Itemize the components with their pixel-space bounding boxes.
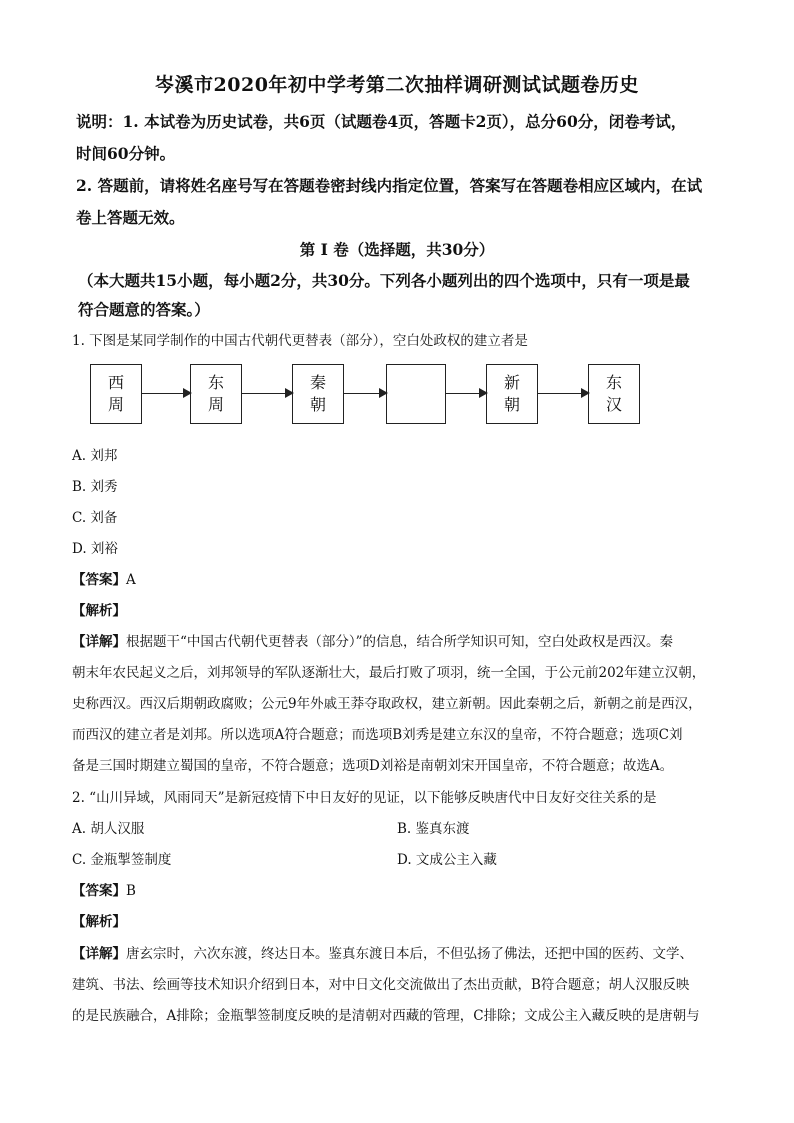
q2-detail-line-2: 建筑、书法、绘画等技术知识介绍到日本，对中日文化交流做出了杰出贡献，B符合题意；胡人汉服反映 <box>72 977 690 993</box>
q1-detail-line-4: 而西汉的建立者是刘邦。所以选项A符合题意；而选项B刘秀是建立东汉的皇帝，不符合题意；选项C刘 <box>72 727 683 743</box>
page-title: 岑溪市2020年初中学考第二次抽样调研测试试题卷历史 <box>155 74 639 96</box>
dynasty-box-xin: 新朝 <box>486 364 538 424</box>
q1-option-d: D. 刘裕 <box>72 541 118 557</box>
arrow-right-icon <box>538 393 588 394</box>
q1-answer: 【答案】A <box>72 572 136 588</box>
section-note-1: （本大题共15小题，每小题2分，共30分。下列各小题列出的四个选项中，只有一项是最 <box>78 271 690 290</box>
q1-option-b: B. 刘秀 <box>72 479 118 495</box>
q1-detail-line-3: 史称西汉。西汉后期朝政腐败；公元9年外戚王莽夺取政权，建立新朝。因此秦朝之后，新朝之前是西汉， <box>72 696 702 712</box>
dynasty-box-qin: 秦朝 <box>292 364 344 424</box>
arrow-right-icon <box>142 393 190 394</box>
q1-option-c: C. 刘备 <box>72 510 118 526</box>
section-note-2: 符合题意的答案。） <box>78 300 210 319</box>
q1-analysis-label: 【解析】 <box>72 603 126 619</box>
q2-answer: 【答案】B <box>72 883 136 899</box>
arrow-right-icon <box>344 393 386 394</box>
q1-detail-line-5: 备是三国时期建立蜀国的皇帝，不符合题意；选项D刘裕是南朝刘宋开国皇帝，不符合题意；故选A。 <box>72 758 674 774</box>
q1-detail-line-2: 朝末年农民起义之后，刘邦领导的军队逐渐壮大，最后打败了项羽，统一全国，于公元前202年建立汉朝， <box>72 665 706 681</box>
q1-detail-line-1: 【详解】根据题干“中国古代朝代更替表（部分）”的信息，结合所学知识可知，空白处政权是西汉。秦 <box>72 634 674 650</box>
instruction-line-1: 说明：1. 本试卷为历史试卷，共6页（试题卷4页，答题卡2页），总分60分，闭卷考试， <box>76 112 687 131</box>
q2-stem: 2. “山川异域，风雨同天”是新冠疫情下中日友好的见证，以下能够反映唐代中日友好交往关系的是 <box>72 790 657 806</box>
dynasty-box-xizhou: 西周 <box>90 364 142 424</box>
dynasty-box-blank <box>386 364 446 424</box>
arrow-right-icon <box>446 393 486 394</box>
instruction-line-2: 时间60分钟。 <box>76 144 176 163</box>
arrow-right-icon <box>242 393 292 394</box>
q1-option-a: A. 刘邦 <box>72 448 118 464</box>
q2-analysis-label: 【解析】 <box>72 914 126 930</box>
q2-detail-line-3: 的是民族融合，A排除；金瓶掣签制度反映的是清朝对西藏的管理，C排除；文成公主入藏反映的是唐朝与 <box>72 1008 700 1024</box>
q2-option-b: B. 鉴真东渡 <box>397 821 470 837</box>
instruction-line-3: 2. 答题前，请将姓名座号写在答题卷密封线内指定位置，答案写在答题卷相应区域内，在试 <box>76 176 703 195</box>
q2-option-d: D. 文成公主入藏 <box>397 852 497 868</box>
dynasty-box-donghan: 东汉 <box>588 364 640 424</box>
q2-option-c: C. 金瓶掣签制度 <box>72 852 172 868</box>
section-heading: 第 I 卷（选择题，共30分） <box>299 240 495 259</box>
q1-stem: 1. 下图是某同学制作的中国古代朝代更替表（部分），空白处政权的建立者是 <box>72 333 528 349</box>
q2-option-a: A. 胡人汉服 <box>72 821 145 837</box>
instruction-line-4: 卷上答题无效。 <box>76 208 185 227</box>
dynasty-box-dongzhou: 东周 <box>190 364 242 424</box>
q2-detail-line-1: 【详解】唐玄宗时，六次东渡，终达日本。鉴真东渡日本后，不但弘扬了佛法，还把中国的医药、文学、 <box>72 946 693 962</box>
